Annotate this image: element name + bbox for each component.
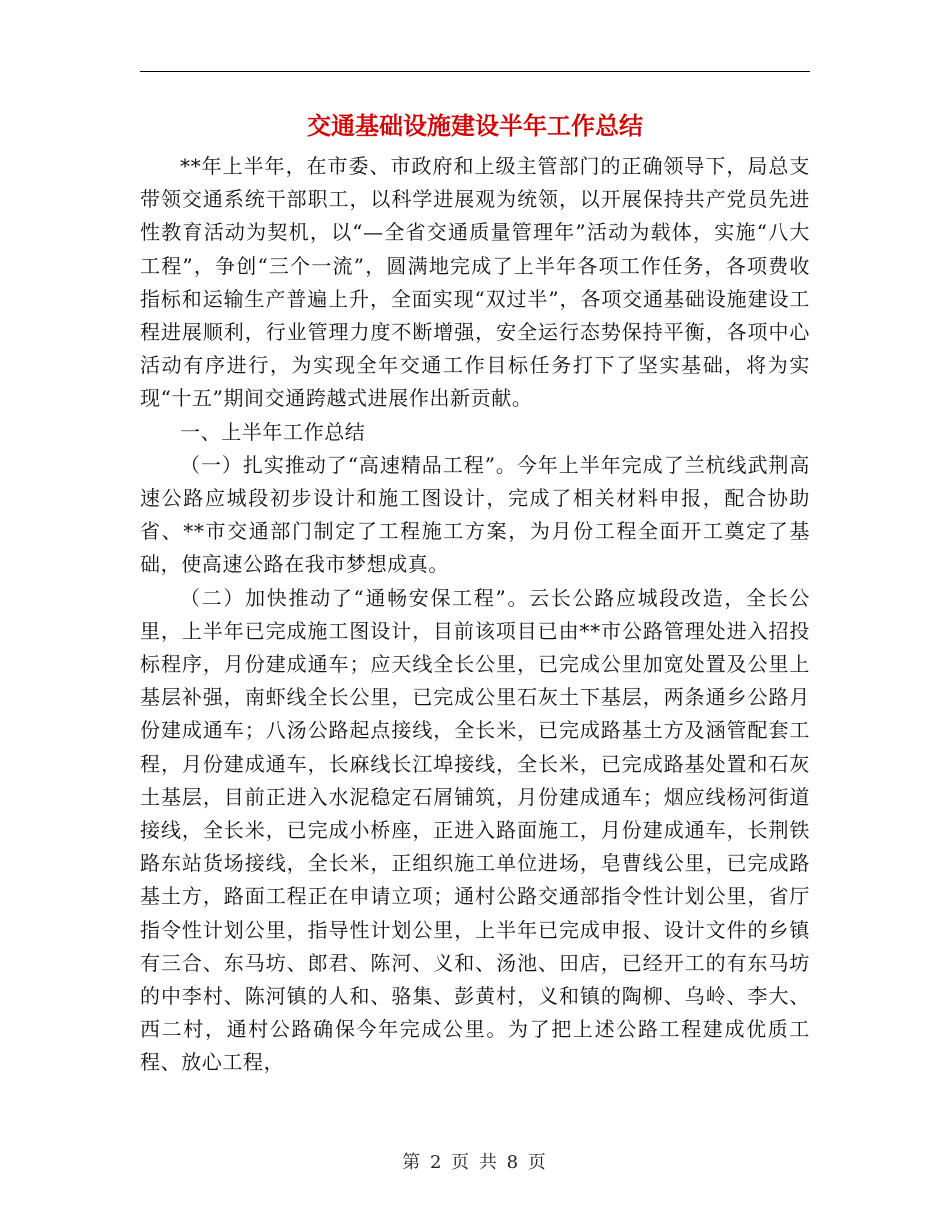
paragraph-road-safety: （二）加快推动了“通畅安保工程”。云长公路应城段改造，全长公里，上半年已完成施工图设计，目前该项目已由**市公路管理处进入招投标程序，月份建成通车；应天线全长公里，已完成公里加宽处置及公里上基层补强，南虾线全长公里，已完成公里石灰土下基层，两条通乡公路月份建成通车；八汤公路起点接线，全长米，已完成路基土方及涵管配套工程，月份建成通车，长麻线长江埠接线，全长米，已完成路基处置和石灰土基层，目前正进入水泥稳定石屑铺筑，月份建成通车；烟应线杨河街道接线，全长米，已完成小桥座，正进入路面施工，月份建成通车，长荆铁路东站货场接线，全长米，正组织施工单位进场，皂曹线公里，已完成路基土方，路面工程正在申请立项；通村公路交通部指令性计划公里，省厅指令性计划公里，指导性计划公里，上半年已完成申报、设计文件的乡镇有三合、东马坊、郎君、陈河、义和、汤池、田店，已经开工的有东马坊的中李村、陈河镇的人和、骆集、彭黄村，义和镇的陶柳、乌岭、李大、西二村，通村公路确保今年完成公里。为了把上述公路工程建成优质工程、放心工程， bbox=[140, 585, 810, 1075]
document-body bbox=[140, 150, 810, 1080]
header-rule bbox=[140, 71, 810, 72]
page-number: 第 2 页 共 8 页 bbox=[402, 1152, 548, 1173]
paragraph-intro: **年上半年，在市委、市政府和上级主管部门的正确领导下，局总支带领交通系统干部职工，以科学进展观为统领，以开展保持共产党员先进性教育活动为契机，以“—全省交通质量管理年”活动为载体，实施“八大工程”，争创“三个一流”，圆满地完成了上半年各项工作任务，各项费收指标和运输生产普遍上升，全面实现“双过半”，各项交通基础设施建设工程进展顺利，行业管理力度不断增强，安全运行态势保持平衡，各项中心活动有序进行，为实现全年交通工作目标任务打下了坚实基础，将为实现“十五”期间交通跨越式进展作出新贡献。 bbox=[140, 154, 810, 411]
paragraph-highway: （一）扎实推动了“高速精品工程”。今年上半年完成了兰杭线武荆高速公路应城段初步设计和施工图设计，完成了相关材料申报，配合协助省、**市交通部门制定了工程施工方案，为月份工程全面开工奠定了基础，使高速公路在我市梦想成真。 bbox=[140, 452, 810, 577]
section-heading: 一、上半年工作总结 bbox=[180, 419, 366, 444]
document-title: 交通基础设施建设半年工作总结 bbox=[307, 111, 643, 140]
